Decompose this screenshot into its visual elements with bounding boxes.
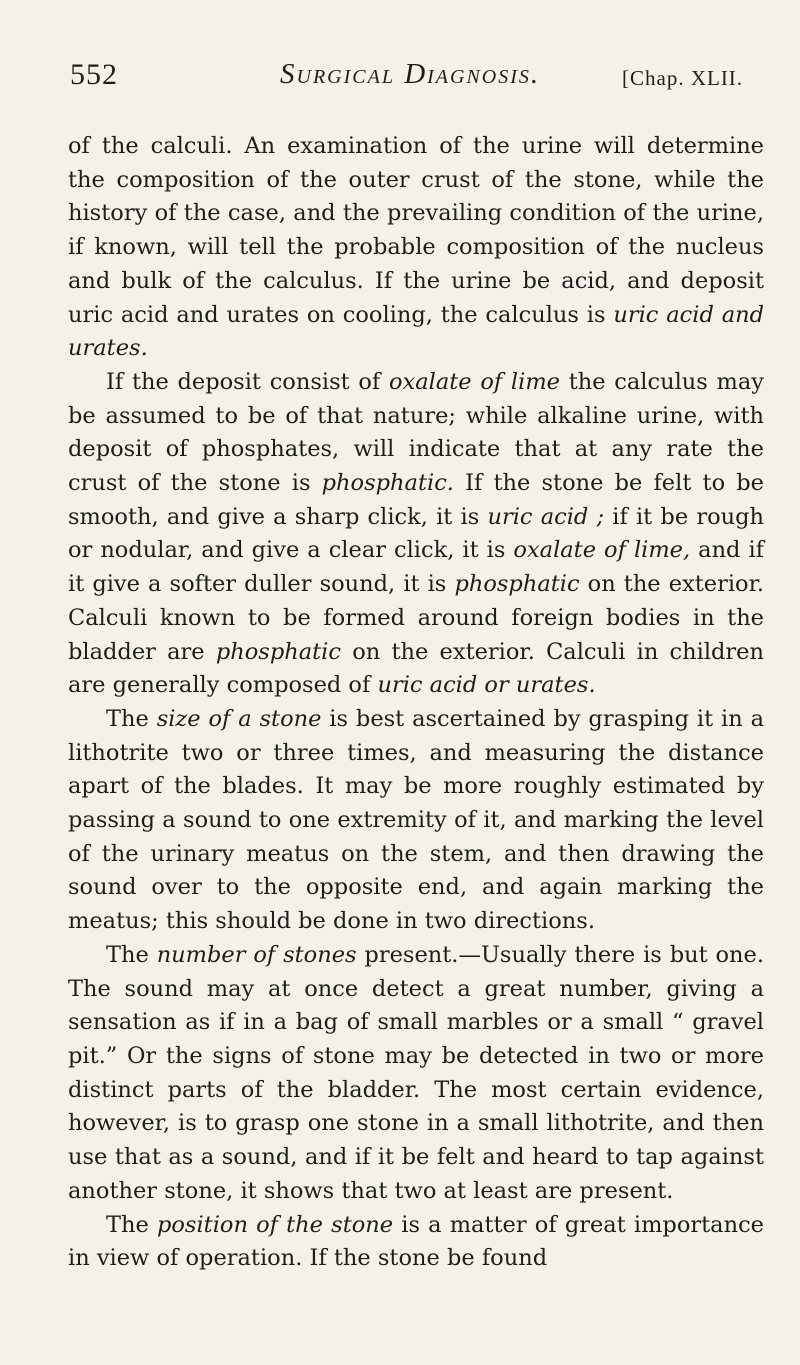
- italic-run: phosphatic: [215, 638, 341, 665]
- italic-run: position of the stone: [156, 1211, 394, 1238]
- paragraph: [68, 939, 764, 1209]
- paragraph: [68, 1209, 764, 1276]
- text-run: The: [106, 941, 157, 968]
- text-run: the calculus may be assumed to be of that nature; while alkaline urine, with deposit of phosphates, will indicate that at any rate the crust of the stone is: [68, 368, 764, 497]
- page-number: 552: [70, 58, 118, 91]
- italic-run: uric acid ;: [487, 503, 605, 530]
- text-run: The: [106, 1211, 157, 1238]
- chapter-label: [Chap. XLII.: [622, 66, 744, 90]
- italic-run: oxalate of lime,: [513, 537, 691, 564]
- paragraph: [68, 366, 764, 703]
- italic-run: uric acid or urates.: [377, 672, 596, 699]
- text-run: is a matter of great importance in view of operation. If the stone be found: [68, 1211, 764, 1272]
- italic-run: oxalate of lime: [388, 368, 560, 395]
- running-title: Surgical Diagnosis.: [280, 58, 541, 90]
- running-head: [68, 58, 764, 102]
- text-run: The: [106, 705, 157, 732]
- text-run: If the stone be felt to be smooth, and give a sharp click, it is: [68, 470, 764, 530]
- body-text: [68, 130, 764, 1276]
- text-run: present.—Usually there is but one. The sound may at once detect a great number, giving a sensation as if in a bag of small marbles or a small “ gravel pit.” Or the signs of stone may be detected in two or more distinct parts of the bladder. The most certain evidence, however, is to grasp one stone in a small lithotrite, and then use that as a sound, and if it be felt and heard to tap against another stone, it shows that two at least are present.: [68, 941, 764, 1204]
- text-run: on the exterior. Calculi known to be formed around foreign bodies in the bladder are: [68, 571, 765, 665]
- text-run: is best ascertained by grasping it in a lithotrite two or three times, and measuring the distance apart of the blades. It may be more roughly estimated by passing a sound to one extremity of it, and marking the level of the urinary meatus on the stem, and then drawing the sound over to the opposite end, and again marking the meatus; this should be done in two directions.: [68, 705, 764, 935]
- text-run: of the calculi. An examination of the urine will determine the composition of the outer crust of the stone, while the history of the case, and the prevailing condition of the urine, if known, will tell the probable composition of the nucleus and bulk of the calculus. If the urine be acid, and deposit uric acid and urates on cooling, the calculus is: [68, 133, 764, 328]
- italic-run: uric acid and urates.: [68, 301, 764, 362]
- text-run: on the exterior. Calculi in children are generally composed of: [68, 638, 764, 699]
- paragraph: [68, 703, 764, 939]
- text-run: If the deposit consist of: [106, 368, 389, 395]
- paragraph: [68, 130, 764, 366]
- italic-run: phosphatic: [454, 571, 580, 598]
- italic-run: phosphatic.: [321, 470, 454, 497]
- italic-run: number of stones: [156, 941, 357, 968]
- text-run: if it be rough or nodular, and give a clear click, it is: [68, 503, 765, 564]
- text-run: and if it give a softer duller sound, it is: [68, 537, 765, 598]
- italic-run: size of a stone: [156, 705, 322, 732]
